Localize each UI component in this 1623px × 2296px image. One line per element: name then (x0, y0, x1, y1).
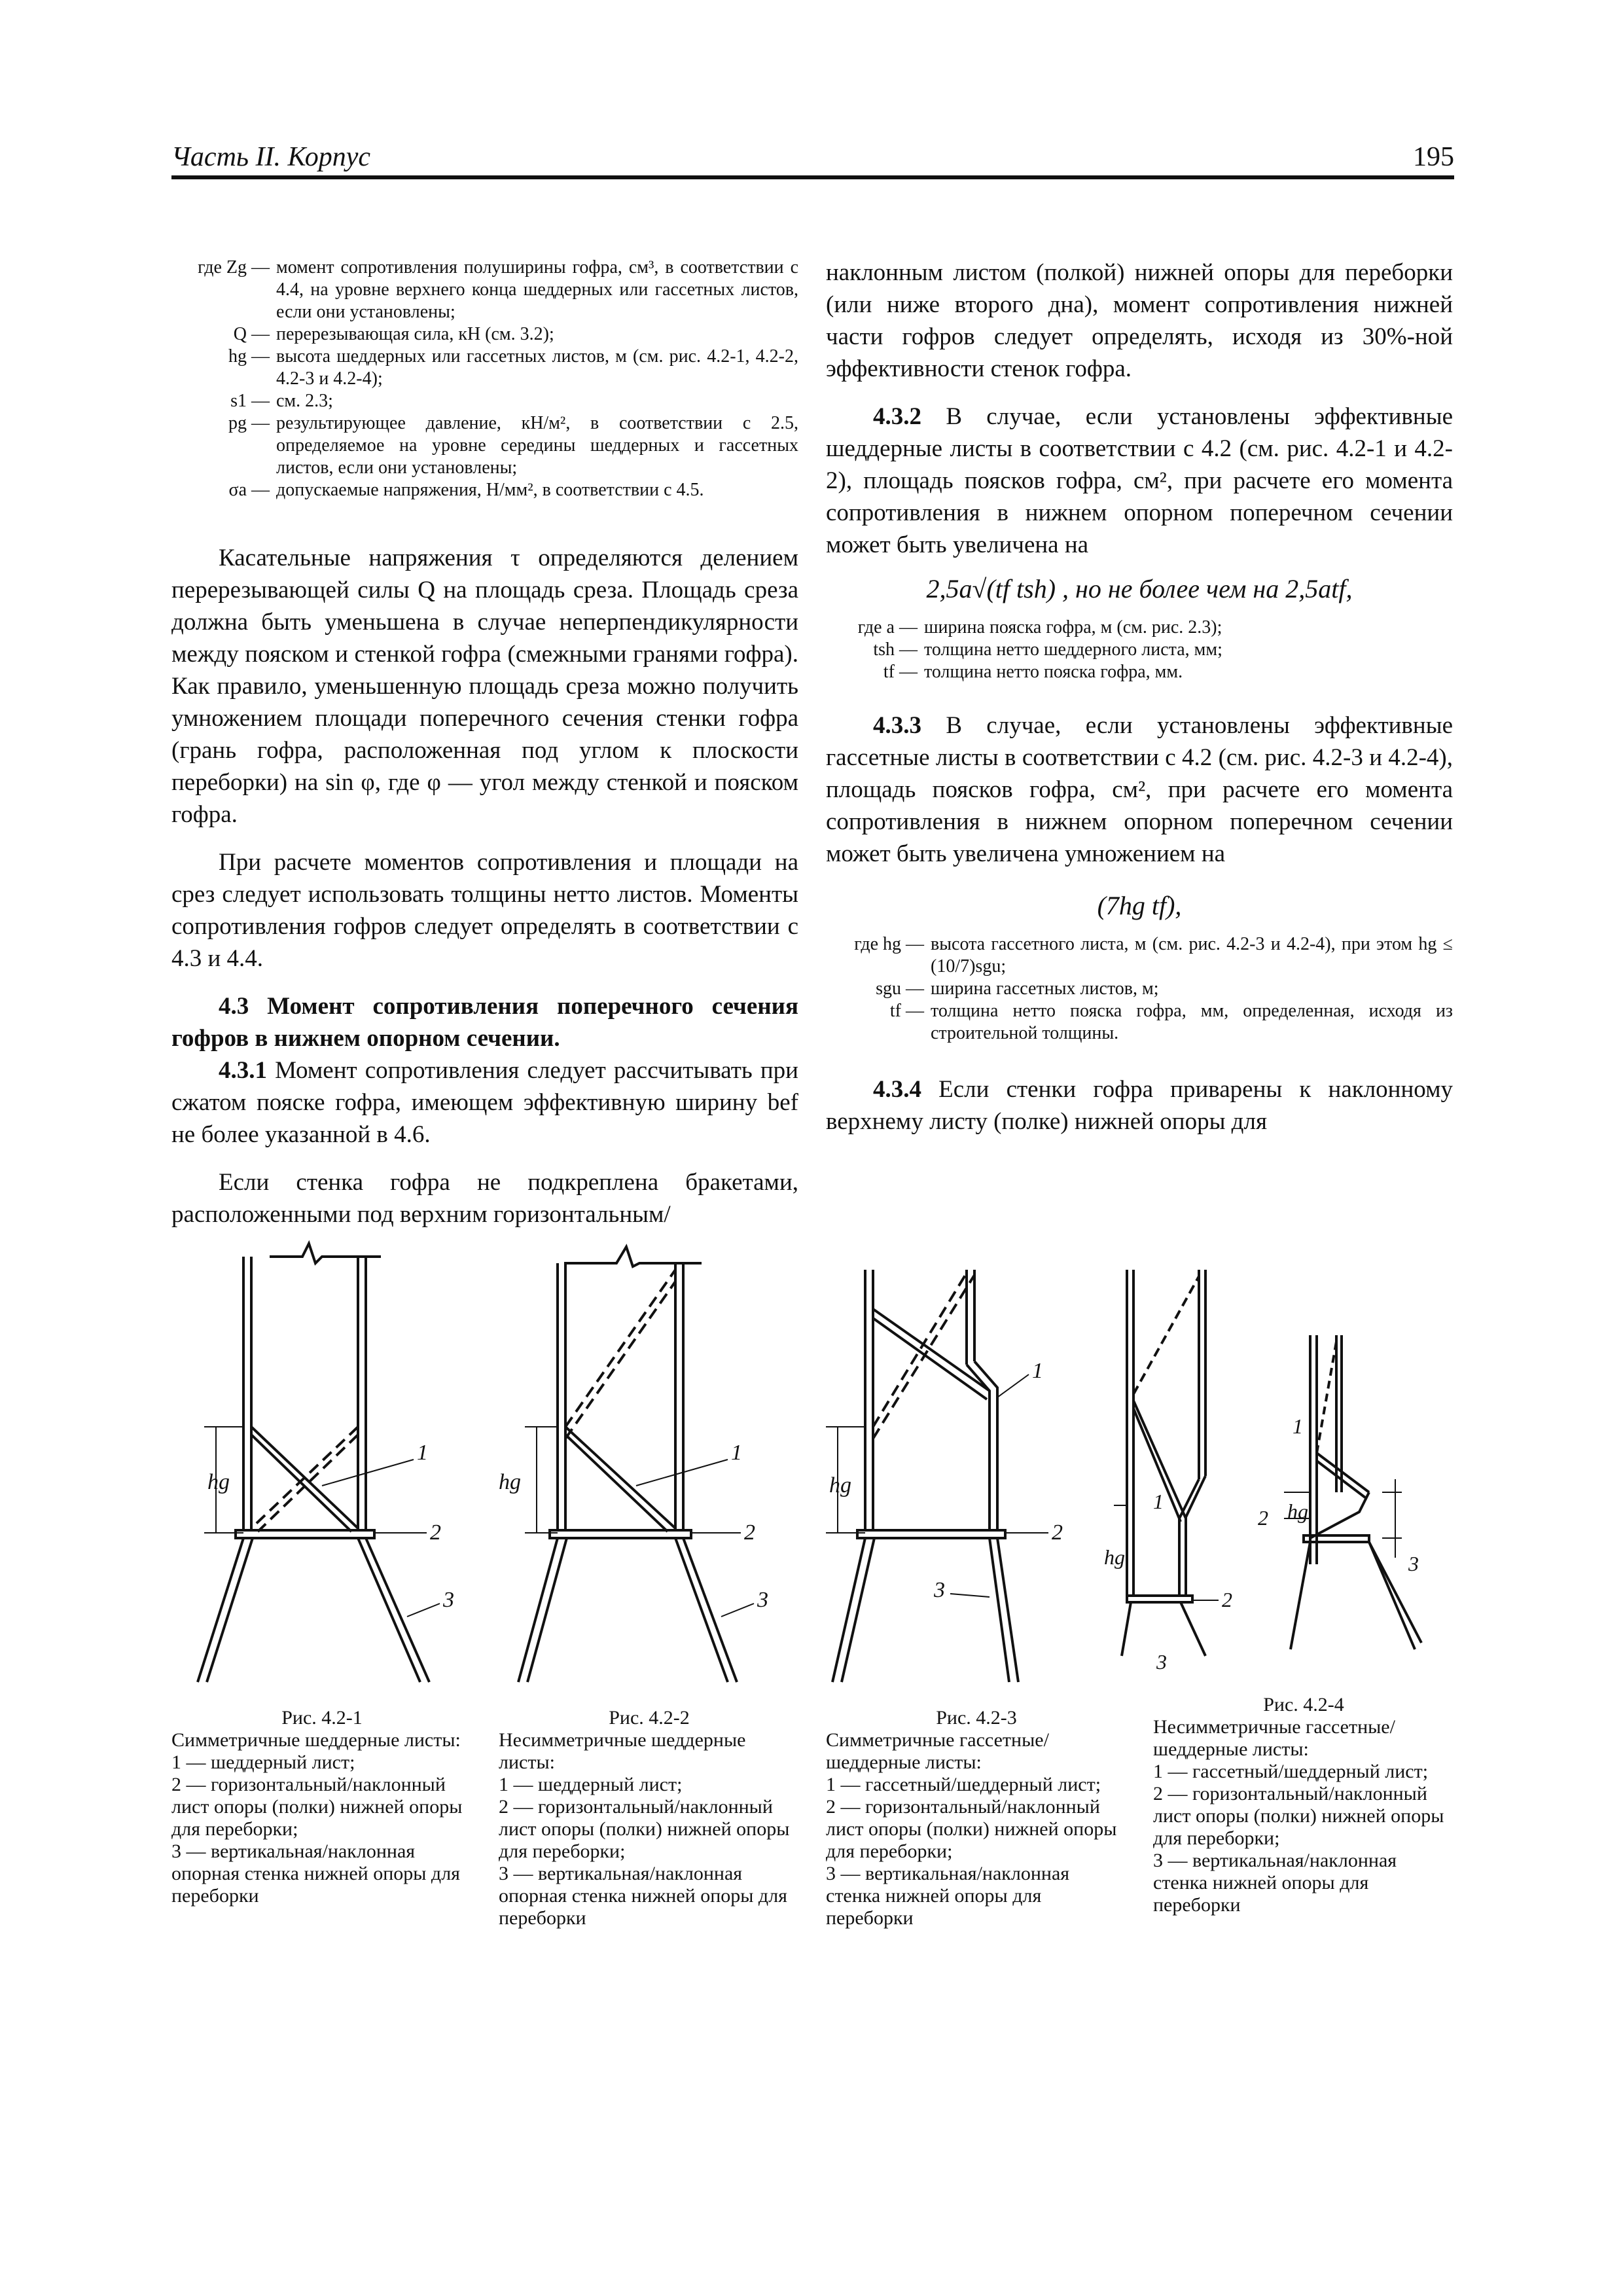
callout-2: 2 (1222, 1588, 1232, 1611)
section-heading-4-3: 4.3 Момент сопротивления поперечного сечения гофров в нижнем опорном сечении. (171, 993, 798, 1052)
header-rule (171, 175, 1454, 179)
callout-1: 1 (1153, 1490, 1164, 1513)
callout-3: 3 (1156, 1650, 1167, 1674)
hg-label: hg (829, 1473, 851, 1498)
figure-4-2-1 (171, 1230, 486, 1689)
paragraph-shear-stress: Касательные напряжения τ определяются делением перерезывающей силы Q на площадь среза. Площадь среза должна быть уменьшена в случае неперпендикулярности между пояском и стенкой гофра (смежными гранями гофра). Как правило, уменьшенную площадь среза можно получить умножением площади поперечного сечения стенки гофра (грань гофра, расположенная под углом к плоскости переборки) на sin φ, где φ — угол между стенкой и пояском гофра. (171, 545, 798, 828)
figure-4-2-4 (1104, 1230, 1461, 1689)
paragraph-4-3-3: 4.3.3 В случае, если установлены эффективные гассетные листы в соответствии с 4.2 (см. рис. 4.2-3 и 4.2-4), площадь поясков гофра, см², при расчете его момента сопротивления в нижнем опорном поперечном сечении может быть увеличена умножением на (826, 712, 1453, 867)
paragraph-4-3-4: 4.3.4 Если стенки гофра приварены к наклонному верхнему листу (полке) нижней опоры для (826, 1076, 1453, 1135)
callout-3: 3 (1408, 1552, 1419, 1575)
callout-3: 3 (757, 1588, 768, 1612)
hg-label: hg (207, 1470, 230, 1494)
caption-4-2-2: Рис. 4.2-2 Несимметричные шеддерные листы: 1 — шеддерный лист; 2 — горизонтальный/наклонный лист опоры (полки) нижней опоры для переборки; 3 — вертикальная/наклонная опорная стенка нижней опоры для переборки (499, 1707, 790, 1929)
callout-2: 2 (744, 1520, 755, 1545)
callout-1: 1 (1293, 1414, 1303, 1438)
paragraph-4-3-1: 4.3.1 Момент сопротивления следует рассчитывать при сжатом пояске гофра, имеющем эффективную ширину bef не более указанной в 4.6. (171, 1057, 798, 1148)
callout-2: 2 (1052, 1520, 1063, 1545)
formula-shedder: 2,5a√(tf tsh) , но не более чем на 2,5atf, (926, 574, 1353, 603)
figure-4-2-1-drawing (171, 1230, 486, 1689)
hg-label: hg (1287, 1499, 1308, 1523)
callout-3: 3 (443, 1588, 454, 1612)
callout-3: 3 (934, 1578, 945, 1602)
caption-4-2-4: Рис. 4.2-4 Несимметричные гассетные/шеддерные листы: 1 — гассетный/шеддерный лист; 2 — горизонтальный/наклонный лист опоры (полки) нижней опоры для переборки; 3 — вертикальная/наклонная стенка нижней опоры для переборки (1153, 1694, 1444, 1916)
callout-1: 1 (1032, 1359, 1043, 1383)
caption-4-2-3: Рис. 4.2-3 Симметричные гассетные/шеддерные листы: 1 — гассетный/шеддерный лист; 2 — горизонтальный/наклонный лист опоры (полки) нижней опоры для переборки; 3 — вертикальная/наклонная стенка нижней опоры для переборки (826, 1707, 1117, 1929)
formula-gusset: (7hg tf), (1097, 891, 1182, 920)
right-column (826, 257, 1453, 1138)
callout-1: 1 (731, 1441, 742, 1465)
running-header: Часть II. Корпус (171, 142, 371, 172)
figure-4-2-3-drawing (793, 1230, 1107, 1689)
left-column (171, 257, 798, 1230)
hg-label: hg (499, 1470, 521, 1494)
callout-1: 1 (417, 1441, 428, 1465)
formula-definitions-2: где hg — высота гассетного листа, м (см. рис. 4.2-3 и 4.2-4), при этом hg ≤ (10/7)sgu; sgu — ширина гассетных листов, м; tf — толщина нетто пояска гофра, мм, определенная, исходя из строительной толщины. (854, 934, 1453, 1043)
paragraph-web-not-stiffened: Если стенка гофра не подкреплена бракетами, расположенными под верхним горизонтальным/ (171, 1169, 798, 1228)
figure-4-2-4-drawing (1104, 1230, 1461, 1689)
callout-2: 2 (1258, 1506, 1268, 1530)
formula-definitions-1: где a — ширина пояска гофра, м (см. рис. 2.3); tsh — толщина нетто шеддерного листа, мм; tf — толщина нетто пояска гофра, мм. (857, 617, 1222, 682)
figure-4-2-2-drawing (486, 1230, 793, 1689)
symbol-definitions: где Zg — момент сопротивления полуширины гофра, см³, в соответствии с 4.4, на уровне верхнего конца шеддерных или гассетных листов, если они установлены; Q — перерезывающая сила, кН (см. 3.2); hg — высота шеддерных или гассетных листов, м (см. рис. 4.2-1, 4.2-2, 4.2-3 и 4.2-4); s1 — см. 2.3; pg — результирующее давление, кН/м², в соответствии с 2.5, определяемое на уровне середины шеддерных и гассетных листов, если они установлены; σa — допускаемые напряжения, Н/мм², в соответствии с 4.5. (198, 257, 798, 500)
figure-4-2-3 (793, 1230, 1107, 1689)
figure-4-2-2 (486, 1230, 793, 1689)
paragraph-4-3-2: 4.3.2 В случае, если установлены эффективные шеддерные листы в соответствии с 4.2 (см. рис. 4.2-1 и 4.2-2), площадь поясков гофра, см², при расчете его момента сопротивления в нижнем опорном поперечном сечении может быть увеличена на (826, 403, 1453, 558)
paragraph-net-thickness: При расчете моментов сопротивления и площади на срез следует использовать толщины нетто листов. Моменты сопротивления гофров следует определять в соответствии с 4.3 и 4.4. (171, 849, 798, 972)
page-number: 195 (1413, 142, 1454, 172)
callout-2: 2 (430, 1520, 441, 1545)
hg-label: hg (1104, 1545, 1125, 1569)
caption-4-2-1: Рис. 4.2-1 Симметричные шеддерные листы: 1 — шеддерный лист; 2 — горизонтальный/наклонный лист опоры (полки) нижней опоры для переборки; 3 — вертикальная/наклонная опорная стенка нижней опоры для переборки (171, 1707, 463, 1907)
paragraph-continuation: наклонным листом (полкой) нижней опоры для переборки (или ниже второго дна), момент сопротивления нижней части гофров следует определять, исходя из 30%-ной эффективности стенок гофра. (826, 259, 1453, 382)
